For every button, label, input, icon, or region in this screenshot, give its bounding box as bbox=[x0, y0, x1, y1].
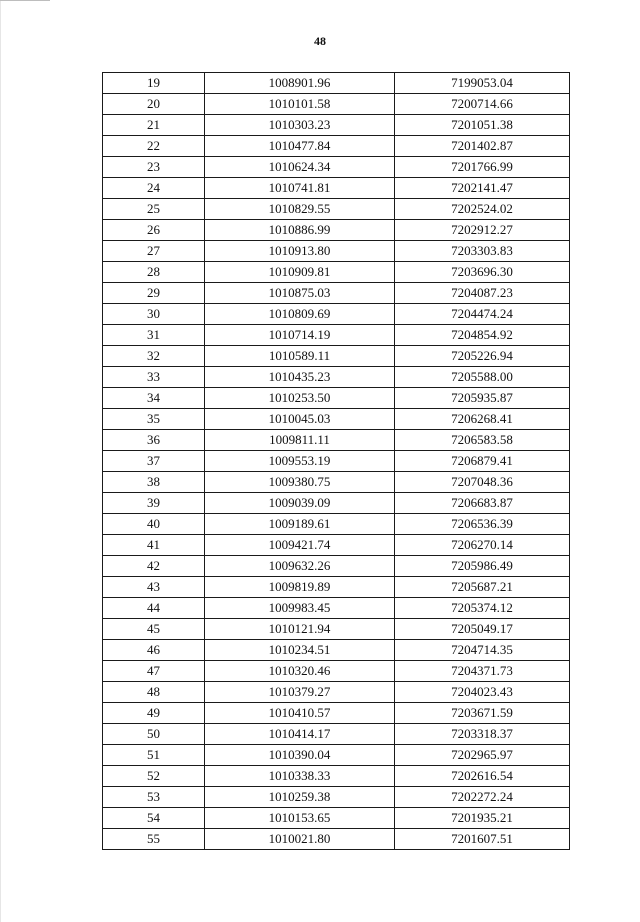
table-row bbox=[103, 262, 570, 283]
table-row bbox=[103, 514, 570, 535]
x-coordinate-cell: 1010909.81 bbox=[205, 262, 395, 283]
point-number-cell: 22 bbox=[103, 136, 205, 157]
x-coordinate-cell: 1009632.26 bbox=[205, 556, 395, 577]
y-coordinate-cell: 7205687.21 bbox=[395, 577, 570, 598]
table-row bbox=[103, 115, 570, 136]
table-row bbox=[103, 787, 570, 808]
x-coordinate-cell: 1010741.81 bbox=[205, 178, 395, 199]
table-row bbox=[103, 640, 570, 661]
x-coordinate-cell: 1010379.27 bbox=[205, 682, 395, 703]
point-number-cell: 26 bbox=[103, 220, 205, 241]
point-number-cell: 54 bbox=[103, 808, 205, 829]
point-number-cell: 32 bbox=[103, 346, 205, 367]
point-number-cell: 20 bbox=[103, 94, 205, 115]
table-row bbox=[103, 619, 570, 640]
point-number-cell: 37 bbox=[103, 451, 205, 472]
x-coordinate-cell: 1010153.65 bbox=[205, 808, 395, 829]
point-number-cell: 50 bbox=[103, 724, 205, 745]
table-row bbox=[103, 451, 570, 472]
point-number-cell: 35 bbox=[103, 409, 205, 430]
y-coordinate-cell: 7203696.30 bbox=[395, 262, 570, 283]
point-number-cell: 33 bbox=[103, 367, 205, 388]
table-row bbox=[103, 556, 570, 577]
x-coordinate-cell: 1009553.19 bbox=[205, 451, 395, 472]
point-number-cell: 43 bbox=[103, 577, 205, 598]
table-row bbox=[103, 724, 570, 745]
table-row bbox=[103, 157, 570, 178]
point-number-cell: 51 bbox=[103, 745, 205, 766]
x-coordinate-cell: 1010886.99 bbox=[205, 220, 395, 241]
table-row bbox=[103, 220, 570, 241]
point-number-cell: 46 bbox=[103, 640, 205, 661]
table-row bbox=[103, 430, 570, 451]
x-coordinate-cell: 1010101.58 bbox=[205, 94, 395, 115]
y-coordinate-cell: 7202616.54 bbox=[395, 766, 570, 787]
x-coordinate-cell: 1009039.09 bbox=[205, 493, 395, 514]
table-row bbox=[103, 367, 570, 388]
x-coordinate-cell: 1009380.75 bbox=[205, 472, 395, 493]
point-number-cell: 40 bbox=[103, 514, 205, 535]
scan-edge-left bbox=[0, 0, 1, 922]
table-row bbox=[103, 577, 570, 598]
point-number-cell: 42 bbox=[103, 556, 205, 577]
x-coordinate-cell: 1010589.11 bbox=[205, 346, 395, 367]
y-coordinate-cell: 7202524.02 bbox=[395, 199, 570, 220]
table-row bbox=[103, 829, 570, 850]
point-number-cell: 36 bbox=[103, 430, 205, 451]
table-row bbox=[103, 661, 570, 682]
x-coordinate-cell: 1010624.34 bbox=[205, 157, 395, 178]
x-coordinate-cell: 1010303.23 bbox=[205, 115, 395, 136]
x-coordinate-cell: 1010414.17 bbox=[205, 724, 395, 745]
y-coordinate-cell: 7204371.73 bbox=[395, 661, 570, 682]
x-coordinate-cell: 1010875.03 bbox=[205, 283, 395, 304]
table-row bbox=[103, 766, 570, 787]
table-row bbox=[103, 199, 570, 220]
x-coordinate-cell: 1010253.50 bbox=[205, 388, 395, 409]
x-coordinate-cell: 1009811.11 bbox=[205, 430, 395, 451]
table-row bbox=[103, 388, 570, 409]
table-row bbox=[103, 325, 570, 346]
point-number-cell: 39 bbox=[103, 493, 205, 514]
x-coordinate-cell: 1010829.55 bbox=[205, 199, 395, 220]
y-coordinate-cell: 7206536.39 bbox=[395, 514, 570, 535]
y-coordinate-cell: 7201051.38 bbox=[395, 115, 570, 136]
point-number-cell: 29 bbox=[103, 283, 205, 304]
x-coordinate-cell: 1008901.96 bbox=[205, 73, 395, 94]
point-number-cell: 24 bbox=[103, 178, 205, 199]
x-coordinate-cell: 1010809.69 bbox=[205, 304, 395, 325]
y-coordinate-cell: 7206268.41 bbox=[395, 409, 570, 430]
point-number-cell: 48 bbox=[103, 682, 205, 703]
y-coordinate-cell: 7205226.94 bbox=[395, 346, 570, 367]
table-row bbox=[103, 703, 570, 724]
x-coordinate-cell: 1010714.19 bbox=[205, 325, 395, 346]
y-coordinate-cell: 7204714.35 bbox=[395, 640, 570, 661]
y-coordinate-cell: 7202912.27 bbox=[395, 220, 570, 241]
scan-edge-top bbox=[0, 0, 50, 1]
table-row bbox=[103, 241, 570, 262]
y-coordinate-cell: 7206270.14 bbox=[395, 535, 570, 556]
y-coordinate-cell: 7203318.37 bbox=[395, 724, 570, 745]
x-coordinate-cell: 1010435.23 bbox=[205, 367, 395, 388]
y-coordinate-cell: 7205935.87 bbox=[395, 388, 570, 409]
table-row bbox=[103, 682, 570, 703]
x-coordinate-cell: 1010045.03 bbox=[205, 409, 395, 430]
y-coordinate-cell: 7201402.87 bbox=[395, 136, 570, 157]
table-row bbox=[103, 283, 570, 304]
point-number-cell: 19 bbox=[103, 73, 205, 94]
coordinate-table-body bbox=[103, 73, 570, 850]
table-row bbox=[103, 808, 570, 829]
point-number-cell: 23 bbox=[103, 157, 205, 178]
y-coordinate-cell: 7202272.24 bbox=[395, 787, 570, 808]
point-number-cell: 41 bbox=[103, 535, 205, 556]
y-coordinate-cell: 7205588.00 bbox=[395, 367, 570, 388]
x-coordinate-cell: 1009421.74 bbox=[205, 535, 395, 556]
x-coordinate-cell: 1010390.04 bbox=[205, 745, 395, 766]
point-number-cell: 27 bbox=[103, 241, 205, 262]
x-coordinate-cell: 1009189.61 bbox=[205, 514, 395, 535]
table-row bbox=[103, 94, 570, 115]
x-coordinate-cell: 1010913.80 bbox=[205, 241, 395, 262]
y-coordinate-cell: 7204854.92 bbox=[395, 325, 570, 346]
x-coordinate-cell: 1010477.84 bbox=[205, 136, 395, 157]
x-coordinate-cell: 1009819.89 bbox=[205, 577, 395, 598]
point-number-cell: 21 bbox=[103, 115, 205, 136]
table-row bbox=[103, 73, 570, 94]
table-row bbox=[103, 304, 570, 325]
point-number-cell: 55 bbox=[103, 829, 205, 850]
y-coordinate-cell: 7201766.99 bbox=[395, 157, 570, 178]
y-coordinate-cell: 7205374.12 bbox=[395, 598, 570, 619]
y-coordinate-cell: 7205049.17 bbox=[395, 619, 570, 640]
table-row bbox=[103, 598, 570, 619]
point-number-cell: 53 bbox=[103, 787, 205, 808]
page-number: 48 bbox=[314, 34, 326, 48]
point-number-cell: 49 bbox=[103, 703, 205, 724]
point-number-cell: 44 bbox=[103, 598, 205, 619]
x-coordinate-cell: 1010259.38 bbox=[205, 787, 395, 808]
y-coordinate-cell: 7207048.36 bbox=[395, 472, 570, 493]
y-coordinate-cell: 7201607.51 bbox=[395, 829, 570, 850]
y-coordinate-cell: 7202965.97 bbox=[395, 745, 570, 766]
table-row bbox=[103, 745, 570, 766]
y-coordinate-cell: 7203671.59 bbox=[395, 703, 570, 724]
y-coordinate-cell: 7205986.49 bbox=[395, 556, 570, 577]
x-coordinate-cell: 1010338.33 bbox=[205, 766, 395, 787]
point-number-cell: 52 bbox=[103, 766, 205, 787]
y-coordinate-cell: 7201935.21 bbox=[395, 808, 570, 829]
y-coordinate-cell: 7203303.83 bbox=[395, 241, 570, 262]
point-number-cell: 38 bbox=[103, 472, 205, 493]
table-row bbox=[103, 409, 570, 430]
point-number-cell: 25 bbox=[103, 199, 205, 220]
table-row bbox=[103, 472, 570, 493]
x-coordinate-cell: 1010410.57 bbox=[205, 703, 395, 724]
x-coordinate-cell: 1010320.46 bbox=[205, 661, 395, 682]
table-row bbox=[103, 178, 570, 199]
point-number-cell: 30 bbox=[103, 304, 205, 325]
table-row bbox=[103, 493, 570, 514]
table-row bbox=[103, 346, 570, 367]
table-row bbox=[103, 136, 570, 157]
y-coordinate-cell: 7204023.43 bbox=[395, 682, 570, 703]
y-coordinate-cell: 7202141.47 bbox=[395, 178, 570, 199]
point-number-cell: 28 bbox=[103, 262, 205, 283]
y-coordinate-cell: 7204474.24 bbox=[395, 304, 570, 325]
point-number-cell: 45 bbox=[103, 619, 205, 640]
coordinate-table bbox=[102, 72, 570, 850]
point-number-cell: 34 bbox=[103, 388, 205, 409]
x-coordinate-cell: 1010234.51 bbox=[205, 640, 395, 661]
point-number-cell: 31 bbox=[103, 325, 205, 346]
y-coordinate-cell: 7206683.87 bbox=[395, 493, 570, 514]
y-coordinate-cell: 7200714.66 bbox=[395, 94, 570, 115]
x-coordinate-cell: 1010121.94 bbox=[205, 619, 395, 640]
y-coordinate-cell: 7199053.04 bbox=[395, 73, 570, 94]
x-coordinate-cell: 1010021.80 bbox=[205, 829, 395, 850]
point-number-cell: 47 bbox=[103, 661, 205, 682]
table-row bbox=[103, 535, 570, 556]
y-coordinate-cell: 7204087.23 bbox=[395, 283, 570, 304]
y-coordinate-cell: 7206583.58 bbox=[395, 430, 570, 451]
y-coordinate-cell: 7206879.41 bbox=[395, 451, 570, 472]
x-coordinate-cell: 1009983.45 bbox=[205, 598, 395, 619]
